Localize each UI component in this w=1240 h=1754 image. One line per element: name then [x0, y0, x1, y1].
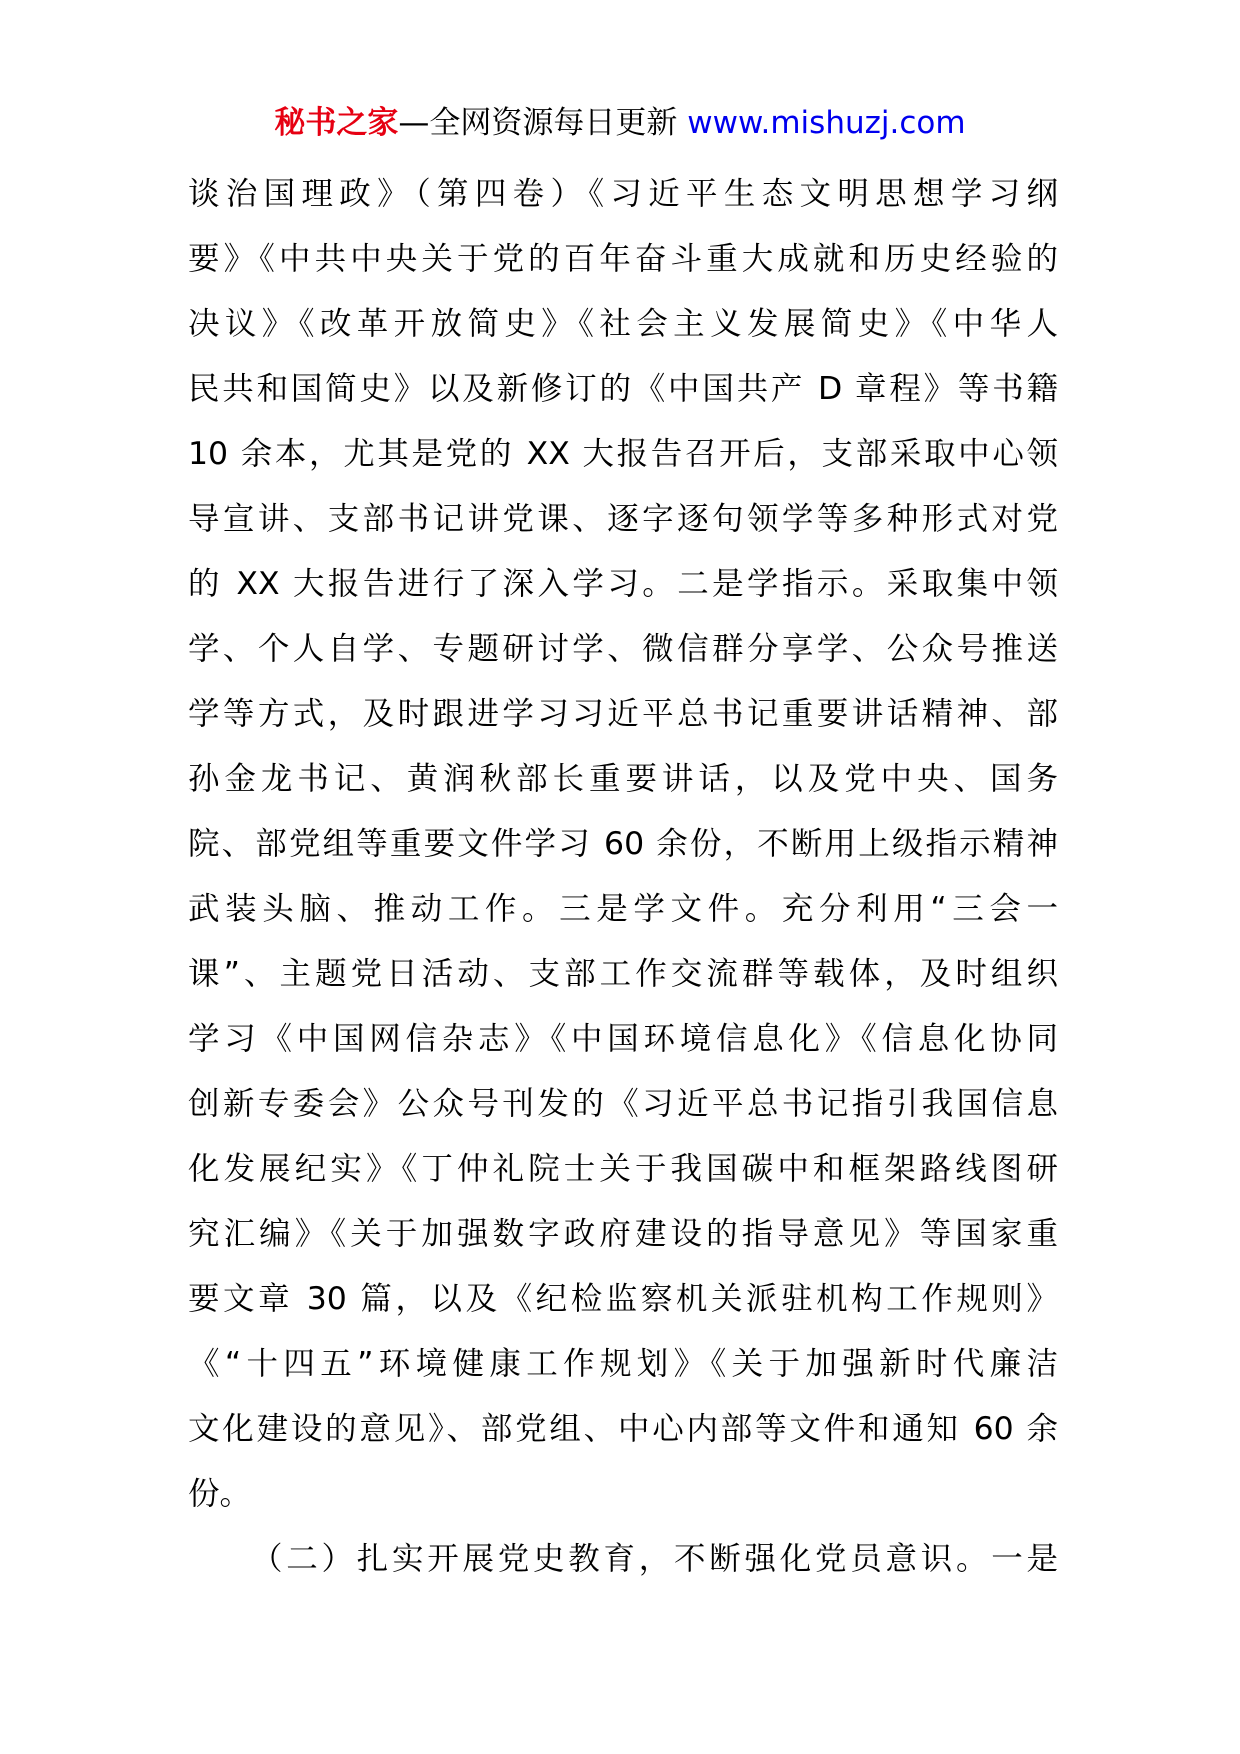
text-line: 课”、主题党日活动、支部工作交流群等载体，及时组织: [188, 956, 1058, 992]
text-line: 武装头脑、推动工作。三是学文件。充分利用“三会一: [188, 891, 1058, 927]
text-line: 院、部党组等重要文件学习 60 余份，不断用上级指示精神: [188, 826, 1058, 862]
text-line: 导宣讲、支部书记讲党课、逐字逐句领学等多种形式对党: [188, 501, 1058, 537]
site-header: [0, 100, 1240, 146]
text-line: 谈治国理政》（第四卷）《习近平生态文明思想学习纲: [188, 176, 1058, 212]
brand-name: 秘书之家: [274, 105, 399, 141]
text-line: 决议》《改革开放简史》《社会主义发展简史》《中华人: [188, 306, 1058, 342]
text-line: 要文章 30 篇，以及《纪检监察机关派驻机构工作规则》: [188, 1281, 1058, 1317]
text-line: 究汇编》《关于加强数字政府建设的指导意见》等国家重: [188, 1216, 1058, 1252]
text-line: 《“十四五”环境健康工作规划》《关于加强新时代廉洁: [188, 1346, 1058, 1382]
text-line: 份。: [188, 1476, 252, 1512]
text-line: 学习《中国网信杂志》《中国环境信息化》《信息化协同: [188, 1021, 1058, 1057]
text-line: 文化建设的意见》、部党组、中心内部等文件和通知 60 余: [188, 1411, 1058, 1447]
site-tagline: —全网资源每日更新: [398, 105, 688, 141]
text-line: 的 XX 大报告进行了深入学习。二是学指示。采取集中领: [188, 566, 1058, 602]
text-line: 要》《中共中央关于党的百年奋斗重大成就和历史经验的: [188, 241, 1058, 277]
text-line: 创新专委会》公众号刊发的《习近平总书记指引我国信息: [188, 1086, 1058, 1122]
text-line: 学等方式，及时跟进学习习近平总书记重要讲话精神、部: [188, 696, 1058, 732]
text-line: 民共和国简史》以及新修订的《中国共产 D 章程》等书籍: [188, 371, 1058, 407]
document-body: [188, 162, 1058, 1592]
site-url-link[interactable]: www.mishuzj.com: [687, 105, 966, 141]
text-line: 孙金龙书记、黄润秋部长重要讲话，以及党中央、国务: [188, 761, 1058, 797]
text-line: 化发展纪实》《丁仲礼院士关于我国碳中和框架路线图研: [188, 1151, 1058, 1187]
text-line: 学、个人自学、专题研讨学、微信群分享学、公众号推送: [188, 631, 1058, 667]
section-heading-line: （二）扎实开展党史教育，不断强化党员意识。一是: [251, 1541, 1058, 1577]
text-line: 10 余本，尤其是党的 XX 大报告召开后，支部采取中心领: [188, 436, 1058, 472]
